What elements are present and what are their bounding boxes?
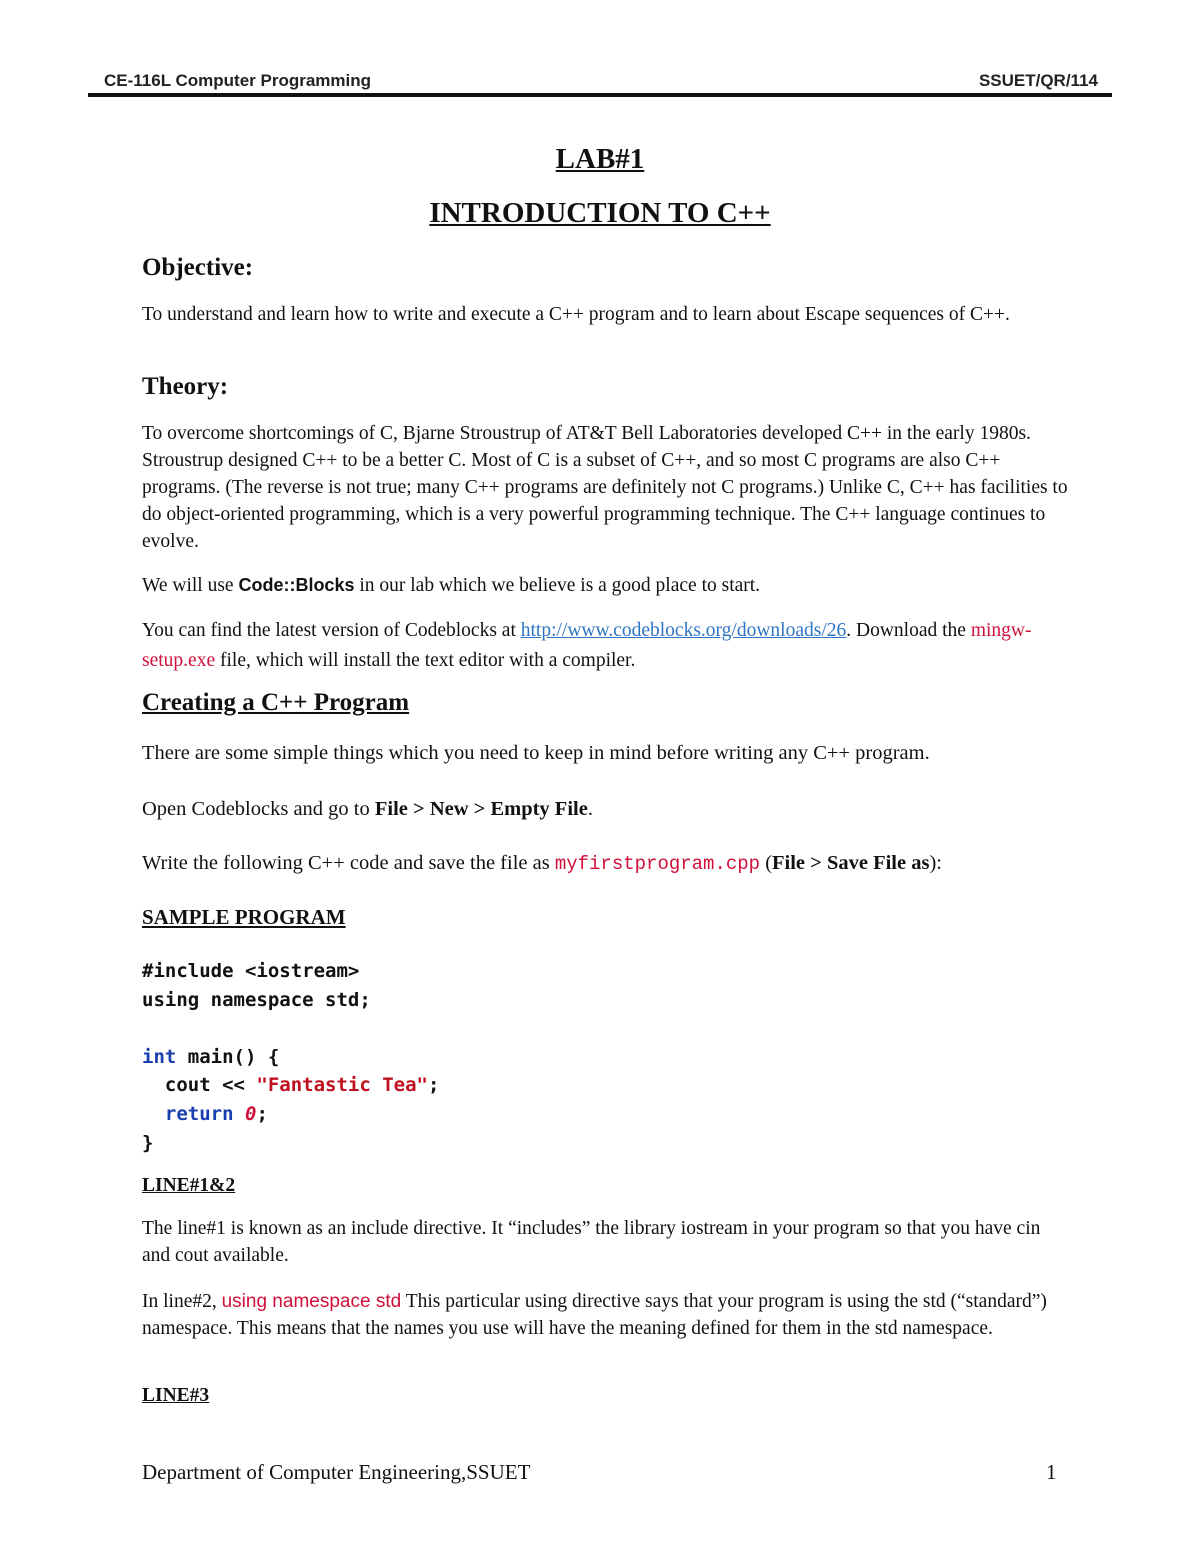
installer-filename: mingw-setup.exe <box>142 620 1032 671</box>
theory-paragraph: To overcome shortcomings of C, Bjarne Stroustrup of AT&T Bell Laboratories developed C++ in the early 1980s. Stroustrup designed C++ to be a better C. Most of C is a subset of C++, and so most C programs are also C++ programs. (The reverse is not true; many C++ programs are definitely not C programs.) Unlike C, C++ has facilities to do object-oriented programming, which is a very powerful programming technique. The C++ language continues to evolve. <box>142 423 1068 552</box>
save-menu-path: File > Save File as <box>772 852 930 874</box>
topic-title: INTRODUCTION TO C++ <box>429 197 771 229</box>
codeblocks-download-link[interactable]: http://www.codeblocks.org/downloads/26 <box>520 620 847 641</box>
code-block <box>142 957 439 1157</box>
creating-intro: There are some simple things which you need to keep in mind before writing any C++ program. <box>142 742 930 764</box>
codeblocks-name: Code::Blocks <box>238 575 355 595</box>
program-filename: myfirstprogram.cpp <box>554 853 761 875</box>
objective-heading: Objective: <box>142 254 254 281</box>
lab-title: LAB#1 <box>555 143 645 175</box>
code-line-namespace: using namespace std; <box>142 988 371 1011</box>
line12-include-paragraph: The line#1 is known as an include directive. It “includes” the library iostream in your program so that you have cin and cout available. <box>142 1218 1041 1266</box>
open-codeblocks-instruction: Open Codeblocks and go to File > New > Empty File. <box>142 798 593 820</box>
code-line-include: #include <iostream> <box>142 960 360 982</box>
namespace-highlight: using namespace std <box>221 1291 402 1312</box>
line3-heading: LINE#3 <box>142 1385 210 1406</box>
line12-heading: LINE#1&2 <box>142 1175 236 1196</box>
footer-department: Department of Computer Engineering,SSUET <box>142 1460 531 1484</box>
sample-program-heading: SAMPLE PROGRAM <box>142 905 346 929</box>
creating-heading: Creating a C++ Program <box>142 689 410 716</box>
codeblocks-paragraph: We will use Code::Blocks in our lab which we believe is a good place to start. <box>142 575 761 596</box>
menu-path: File > New > Empty File <box>374 798 588 820</box>
header-course: CE-116L Computer Programming <box>104 71 372 90</box>
theory-heading: Theory: <box>142 373 229 400</box>
page-number: 1 <box>1046 1460 1057 1484</box>
header-doc-code: SSUET/QR/114 <box>978 71 1098 90</box>
code-line-return: return 0; <box>164 1102 268 1125</box>
objective-text: To understand and learn how to write and execute a C++ program and to learn about Escape sequences of C++. <box>142 304 1010 325</box>
save-file-instruction: Write the following C++ code and save the file as myfirstprogram.cpp (File > Save File as): <box>142 852 942 875</box>
download-paragraph: You can find the latest version of Codeblocks at http://www.codeblocks.org/downloads/26. Download the mingw-setup.exe file, which will install the text editor with a compiler. <box>142 620 1032 671</box>
code-line-main: int main() { <box>142 1045 280 1068</box>
code-line-close: } <box>142 1131 154 1154</box>
code-line-cout: cout << "Fantastic Tea"; <box>142 1074 440 1097</box>
line12-namespace-paragraph: In line#2, using namespace std This particular using directive says that your program is using the std (“standard”) namespace. This means that the names you use will have the meaning defined for them in the std namespace. <box>142 1291 1047 1339</box>
header-rule <box>88 93 1112 97</box>
